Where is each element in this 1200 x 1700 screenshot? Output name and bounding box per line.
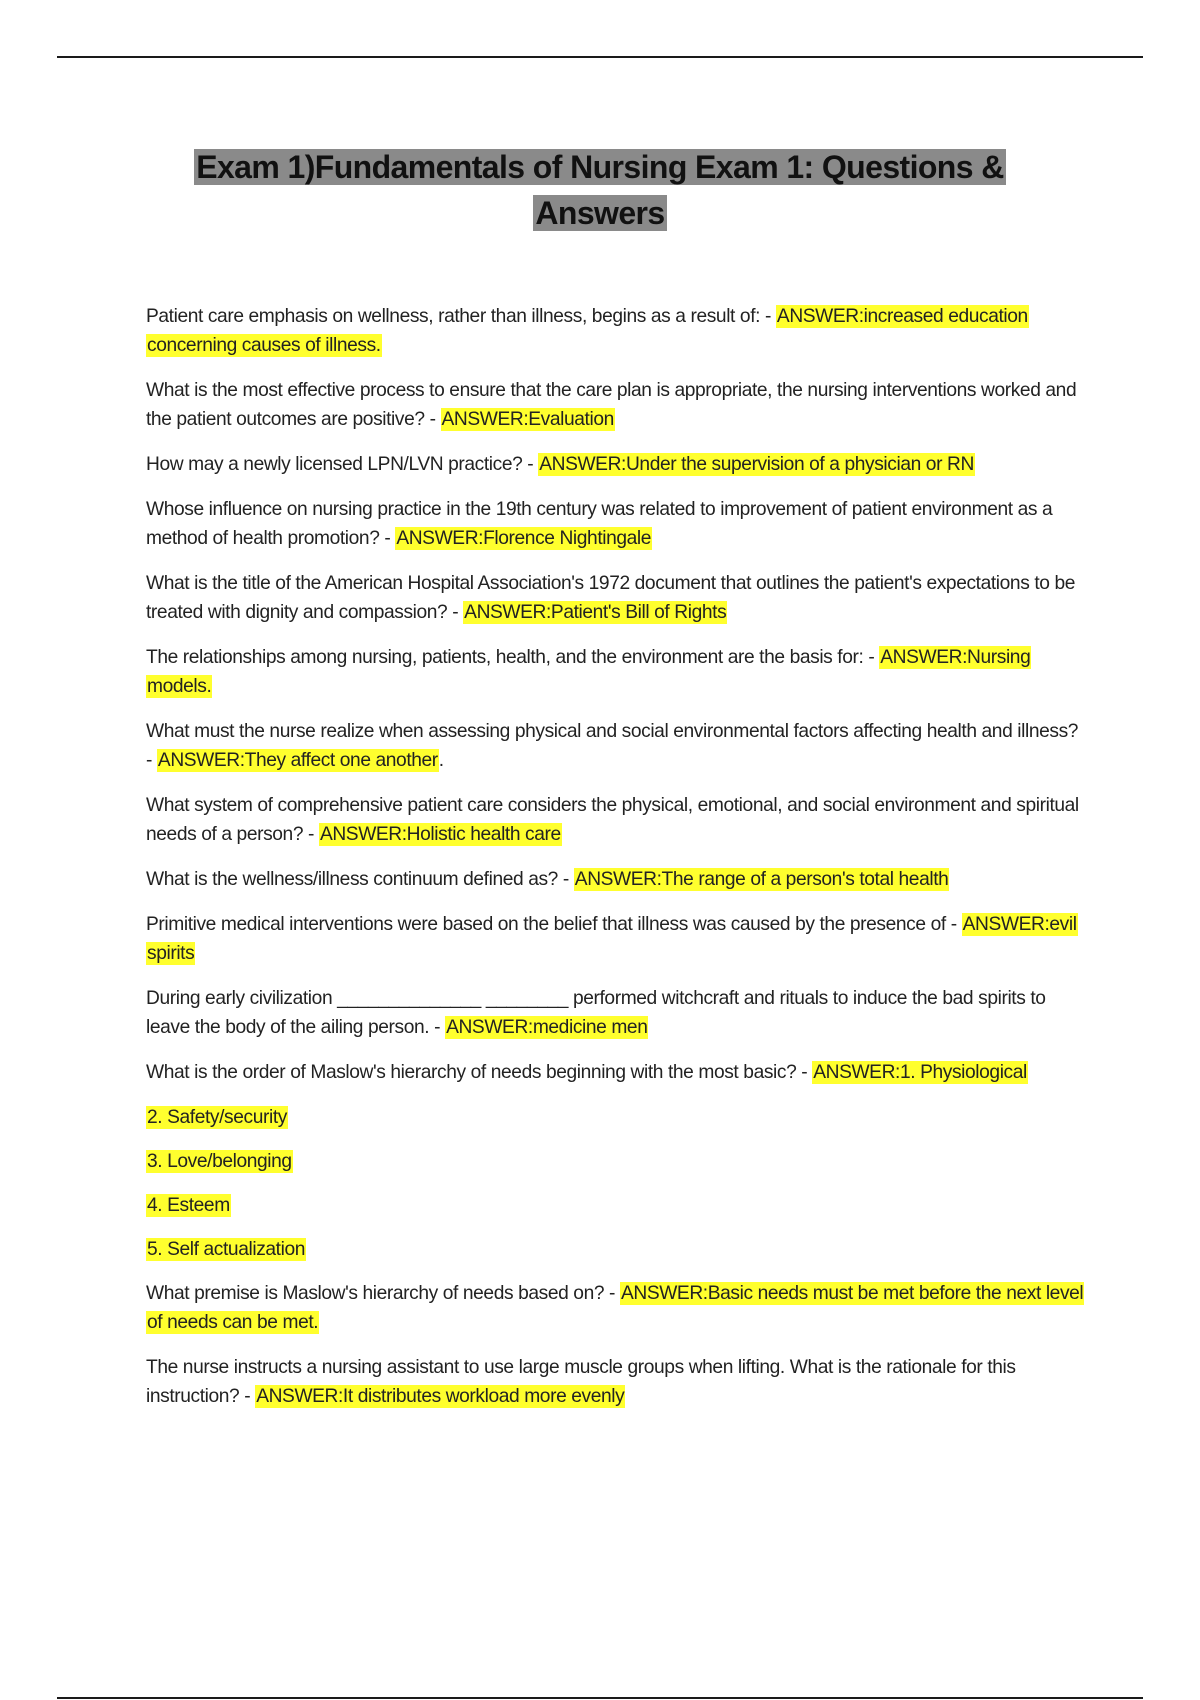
maslow-level-item <box>146 1191 1086 1220</box>
maslow-level-item <box>146 1235 1086 1264</box>
answer-text: ANSWER:They affect one another <box>157 750 438 771</box>
question-text: What is the wellness/illness continuum defined as? - <box>146 869 574 890</box>
answer-text: 3. Love/belonging <box>147 1151 292 1172</box>
answer-text: 5. Self actualization <box>147 1239 305 1260</box>
question-text: What is the title of the American Hospital Association's 1972 document that outlines the patient's expectations to be treated with dignity and compassion? - <box>146 573 1075 623</box>
qa-item <box>146 643 1086 701</box>
page-bottom-rule <box>57 1697 1143 1699</box>
qa-item <box>146 984 1086 1042</box>
qa-item <box>146 450 1086 479</box>
answer-text: ANSWER:Holistic health care <box>319 824 561 845</box>
question-text: What must the nurse realize when assessing physical and social environmental factors affecting health and illness? - <box>146 721 1079 771</box>
maslow-level-item <box>146 1103 1086 1132</box>
question-text: Patient care emphasis on wellness, rather than illness, begins as a result of: - <box>146 306 776 327</box>
document-title <box>100 144 1100 236</box>
question-text: Primitive medical interventions were based on the belief that illness was caused by the presence of - <box>146 914 962 935</box>
qa-item <box>146 302 1086 360</box>
title-line-1: Exam 1)Fundamentals of Nursing Exam 1: Questions & <box>196 149 1004 185</box>
answer-text: 4. Esteem <box>147 1195 230 1216</box>
qa-item <box>146 1353 1086 1411</box>
qa-item <box>146 569 1086 627</box>
answer-text: 2. Safety/security <box>147 1107 287 1128</box>
qa-item <box>146 865 1086 894</box>
answer-text: ANSWER:Under the supervision of a physician or RN <box>539 454 974 475</box>
title-line-2: Answers <box>535 195 665 231</box>
question-text: Whose influence on nursing practice in the 19th century was related to improvement of patient environment as a method of health promotion? - <box>146 499 1053 549</box>
answer-text: ANSWER:Florence Nightingale <box>396 528 652 549</box>
answer-text: ANSWER:medicine men <box>446 1017 648 1038</box>
question-text: What is the order of Maslow's hierarchy of needs beginning with the most basic? - <box>146 1062 813 1083</box>
qa-item <box>146 791 1086 849</box>
maslow-level-item <box>146 1147 1086 1176</box>
qa-item <box>146 376 1086 434</box>
answer-text: ANSWER:1. Physiological <box>813 1062 1027 1083</box>
answer-text: ANSWER:Basic needs must be met before the next level of needs can be met. <box>147 1283 1084 1333</box>
qa-list <box>146 302 1086 1427</box>
trailing-period: . <box>438 750 444 771</box>
answer-text: ANSWER:It distributes workload more evenly <box>256 1386 625 1407</box>
answer-text: ANSWER:Patient's Bill of Rights <box>464 602 727 623</box>
answer-text: ANSWER:The range of a person's total health <box>574 869 949 890</box>
qa-item <box>146 1279 1086 1337</box>
question-text: The nurse instructs a nursing assistant to use large muscle groups when lifting. What is the rationale for this instruction? - <box>146 1357 1016 1407</box>
question-text: What is the most effective process to ensure that the care plan is appropriate, the nursing interventions worked and the patient outcomes are positive? - <box>146 380 1077 430</box>
question-text: During early civilization ______________ ________ performed witchcraft and rituals to induce the bad spirits to leave the body of the ailing person. - <box>146 988 1046 1038</box>
qa-item <box>146 910 1086 968</box>
answer-text: ANSWER:Evaluation <box>441 409 614 430</box>
page-top-rule <box>57 56 1143 58</box>
qa-item <box>146 495 1086 553</box>
answer-text: ANSWER:increased education concerning causes of illness. <box>147 306 1028 356</box>
question-text: How may a newly licensed LPN/LVN practice? - <box>146 454 539 475</box>
question-text: What system of comprehensive patient care considers the physical, emotional, and social environment and spiritual needs of a person? - <box>146 795 1079 845</box>
answer-text: ANSWER:Nursing models. <box>147 647 1031 697</box>
qa-item <box>146 1058 1086 1087</box>
question-text: The relationships among nursing, patients, health, and the environment are the basis for: - <box>146 647 880 668</box>
qa-item <box>146 717 1086 775</box>
question-text: What premise is Maslow's hierarchy of needs based on? - <box>146 1283 620 1304</box>
answer-text: ANSWER:evil spirits <box>147 914 1077 964</box>
